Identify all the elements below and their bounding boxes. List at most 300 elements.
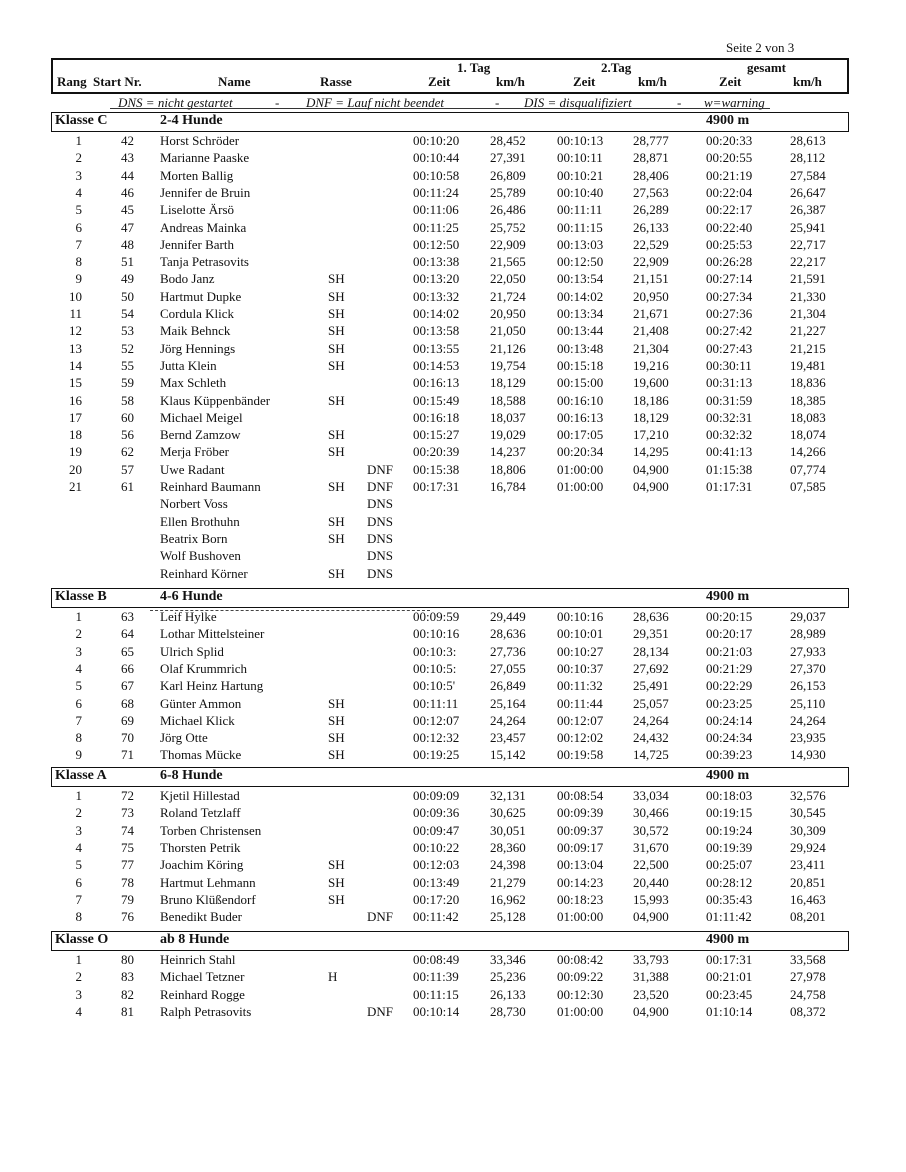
name-cell: Michael Meigel	[160, 409, 243, 425]
rang-cell: 3	[75, 986, 82, 1002]
day2-time-cell: 00:16:13	[557, 409, 604, 425]
legend-dnf: DNF = Lauf nicht beendet	[306, 95, 445, 110]
day1-speed-cell: 24,398	[490, 857, 526, 873]
rang-cell: 6	[75, 874, 82, 890]
total-speed-cell: 32,576	[790, 788, 826, 803]
total-time-cell: 00:26:28	[706, 254, 753, 270]
rang-cell: 1	[75, 952, 82, 967]
name-cell: Michael Tetzner	[160, 969, 245, 985]
name-cell: Jörg Otte	[160, 730, 208, 746]
zeit2-header: Zeit	[573, 74, 596, 89]
total-time-cell: 00:20:15	[706, 609, 753, 624]
day2-time-cell: 01:00:00	[557, 909, 604, 925]
day2-speed-cell: 33,793	[633, 952, 669, 967]
day1-time-cell: 00:16:13	[413, 375, 460, 391]
total-speed-cell: 33,568	[790, 952, 826, 967]
total-time-cell: 00:24:34	[706, 730, 753, 746]
total-time-cell: 01:15:38	[706, 461, 753, 477]
rasse-cell: SH	[328, 444, 345, 460]
day1-speed-cell: 18,037	[490, 409, 526, 425]
rasse-cell: SH	[328, 271, 345, 287]
rasse-cell: SH	[328, 427, 345, 443]
total-speed-cell: 30,309	[790, 822, 826, 838]
day1-speed-cell: 28,360	[490, 839, 526, 855]
table-row	[0, 462, 906, 479]
total-header: gesamt	[747, 60, 786, 75]
day1-time-cell: 00:12:07	[413, 712, 460, 728]
name-cell: Uwe Radant	[160, 461, 225, 477]
rang-header: Rang	[57, 74, 87, 89]
rang-cell: 17	[69, 409, 82, 425]
rang-cell: 13	[69, 340, 82, 356]
day1-time-cell: 00:11:25	[413, 219, 459, 235]
name-cell: Cordula Klick	[160, 306, 235, 321]
start-header: Start Nr.	[93, 74, 142, 89]
day2-speed-cell: 20,950	[633, 288, 669, 304]
total-time-cell: 00:19:39	[706, 839, 753, 855]
table-row	[0, 271, 906, 288]
day1-time-cell: 00:10:14	[413, 1003, 460, 1019]
start-number-cell: 78	[121, 874, 134, 890]
day2-time-cell: 00:10:16	[557, 609, 604, 624]
day2-speed-cell: 27,692	[633, 660, 669, 676]
table-row	[0, 375, 906, 392]
day1-time-cell: 00:13:20	[413, 271, 460, 287]
start-number-cell: 83	[121, 969, 134, 985]
day2-speed-cell: 28,636	[633, 609, 669, 624]
table-row	[0, 609, 906, 626]
day2-time-cell: 00:20:34	[557, 444, 604, 460]
legend-sep3: -	[677, 95, 682, 110]
total-speed-cell: 08,201	[790, 909, 826, 925]
day1-time-cell: 00:13:32	[413, 288, 460, 304]
name-cell: Kjetil Hillestad	[160, 788, 240, 803]
day1-speed-cell: 18,806	[490, 461, 526, 477]
table-row	[0, 987, 906, 1004]
start-number-cell: 74	[121, 822, 134, 838]
total-speed-cell: 26,387	[790, 202, 826, 218]
day2-speed-cell: 27,563	[633, 184, 669, 200]
rasse-cell: SH	[328, 288, 345, 304]
day1-speed-cell: 29,449	[490, 609, 526, 624]
day1-speed-cell: 16,784	[490, 479, 526, 494]
rang-cell: 21	[69, 479, 82, 494]
day2-speed-cell: 14,295	[633, 444, 669, 460]
day2-time-cell: 00:11:15	[557, 219, 603, 235]
rang-cell: 3	[75, 167, 82, 183]
day2-speed-cell: 24,264	[633, 712, 669, 728]
total-time-cell: 00:27:42	[706, 323, 753, 339]
rang-cell: 8	[75, 909, 82, 925]
total-time-cell: 01:17:31	[706, 479, 753, 494]
day1-time-cell: 00:10:5:	[413, 660, 457, 676]
day2-speed-cell: 28,777	[633, 133, 669, 148]
name-cell: Roland Tetzlaff	[160, 805, 241, 821]
name-cell: Liselotte Ärsö	[160, 202, 235, 218]
total-time-cell: 00:18:03	[706, 788, 753, 803]
start-number-cell: 51	[121, 254, 134, 270]
day2-speed-cell: 18,186	[633, 392, 669, 408]
total-speed-cell: 14,266	[790, 444, 826, 460]
day2-time-cell: 00:10:40	[557, 184, 604, 200]
legend-dis: DIS = disqualifiziert	[524, 95, 632, 110]
start-number-cell: 61	[121, 479, 134, 494]
day1-speed-cell: 25,789	[490, 184, 526, 200]
day1-time-cell: 00:11:42	[413, 909, 459, 925]
day2-time-cell: 00:09:37	[557, 822, 604, 838]
start-number-cell: 67	[121, 678, 134, 694]
day2-time-cell: 00:12:02	[557, 730, 604, 746]
start-number-cell: 48	[121, 236, 134, 252]
table-row	[0, 788, 906, 805]
zeit1-header: Zeit	[428, 74, 451, 89]
day1-speed-cell: 25,236	[490, 969, 526, 985]
total-speed-cell: 16,463	[790, 891, 826, 907]
day1-speed-cell: 26,849	[490, 678, 526, 694]
day1-time-cell: 00:12:50	[413, 236, 460, 252]
total-time-cell: 00:23:25	[706, 695, 753, 711]
name-cell: Thorsten Petrik	[160, 839, 241, 855]
day1-speed-cell: 27,055	[490, 660, 526, 676]
total-time-cell: 00:17:31	[706, 952, 753, 967]
day2-speed-cell: 30,572	[633, 822, 669, 838]
class-dogs: 6-8 Hunde	[160, 768, 223, 783]
total-time-cell: 00:41:13	[706, 444, 753, 460]
rang-cell: 2	[75, 626, 82, 642]
class-distance: 4900 m	[706, 589, 750, 604]
day2-time-cell: 00:10:27	[557, 643, 604, 659]
day1-time-cell: 00:09:59	[413, 609, 460, 624]
day2-speed-cell: 21,671	[633, 306, 669, 321]
total-speed-cell: 22,217	[790, 254, 826, 270]
rasse-cell: SH	[328, 857, 345, 873]
table-row	[0, 237, 906, 254]
table-row	[0, 514, 906, 531]
legend-rule	[110, 108, 770, 109]
day1-speed-cell: 21,050	[490, 323, 526, 339]
name-cell: Max Schleth	[160, 375, 227, 391]
start-number-cell: 55	[121, 357, 134, 373]
rasse-cell: SH	[328, 695, 345, 711]
total-speed-cell: 21,591	[790, 271, 826, 287]
day2-speed-cell: 28,134	[633, 643, 669, 659]
table-row	[0, 952, 906, 969]
name-cell: Jennifer Barth	[160, 236, 235, 252]
day2-time-cell: 00:09:22	[557, 969, 604, 985]
name-cell: Maik Behnck	[160, 323, 231, 339]
name-cell: Jutta Klein	[160, 357, 217, 373]
rang-cell: 19	[69, 444, 82, 460]
day1-speed-cell: 22,909	[490, 236, 526, 252]
day2-speed-cell: 18,129	[633, 409, 669, 425]
day1-time-cell: 00:15:49	[413, 392, 460, 408]
day1-time-cell: 00:14:02	[413, 306, 460, 321]
name-cell: Reinhard Körner	[160, 565, 248, 581]
total-speed-cell: 21,330	[790, 288, 826, 304]
day2-speed-cell: 30,466	[633, 805, 669, 821]
start-number-cell: 54	[121, 306, 134, 321]
table-row	[0, 730, 906, 747]
total-time-cell: 00:20:17	[706, 626, 753, 642]
name-cell: Morten Ballig	[160, 167, 234, 183]
total-time-cell: 00:21:19	[706, 167, 753, 183]
class-distance: 4900 m	[706, 768, 750, 783]
class-dogs: 2-4 Hunde	[160, 113, 223, 128]
day2-time-cell: 00:08:42	[557, 952, 604, 967]
name-cell: Leif Hylke	[160, 609, 217, 624]
rang-cell: 5	[75, 202, 82, 218]
day2-time-cell: 01:00:00	[557, 461, 604, 477]
day1-time-cell: 00:09:36	[413, 805, 460, 821]
total-time-cell: 01:11:42	[706, 909, 752, 925]
day1-time-cell: 00:10:22	[413, 839, 460, 855]
rang-cell: 3	[75, 643, 82, 659]
day2-time-cell: 00:13:44	[557, 323, 604, 339]
table-row	[0, 909, 906, 926]
total-speed-cell: 26,647	[790, 184, 826, 200]
day1-speed-cell: 25,164	[490, 695, 526, 711]
name-cell: Hartmut Lehmann	[160, 874, 256, 890]
day2-time-cell: 01:00:00	[557, 1003, 604, 1019]
rang-cell: 4	[75, 1003, 82, 1019]
day1-speed-cell: 25,128	[490, 909, 526, 925]
table-row	[0, 713, 906, 730]
table-row	[0, 840, 906, 857]
day1-time-cell: 00:11:39	[413, 969, 459, 985]
class-dogs: 4-6 Hunde	[160, 589, 223, 604]
total-speed-cell: 28,112	[790, 150, 826, 166]
name-cell: Marianne Paaske	[160, 150, 250, 166]
total-speed-cell: 19,481	[790, 357, 826, 373]
day1-speed-cell: 24,264	[490, 712, 526, 728]
day1-time-cell: 00:10:5'	[413, 678, 456, 694]
day1-time-cell: 00:09:09	[413, 788, 460, 803]
start-number-cell: 63	[121, 609, 134, 624]
start-number-cell: 57	[121, 461, 134, 477]
day1-time-cell: 00:19:25	[413, 747, 460, 763]
day1-time-cell: 00:14:53	[413, 357, 460, 373]
start-number-cell: 64	[121, 626, 134, 642]
table-row	[0, 566, 906, 583]
total-speed-cell: 18,836	[790, 375, 826, 391]
table-row	[0, 805, 906, 822]
day1-speed-cell: 21,126	[490, 340, 526, 356]
day2-speed-cell: 22,529	[633, 236, 669, 252]
status-cell: DNF	[367, 461, 394, 477]
day2-speed-cell: 19,600	[633, 375, 669, 391]
start-number-cell: 50	[121, 288, 134, 304]
total-speed-cell: 14,930	[790, 747, 826, 763]
total-speed-cell: 22,717	[790, 236, 826, 252]
day2-time-cell: 00:13:54	[557, 271, 604, 287]
total-speed-cell: 24,758	[790, 986, 826, 1002]
table-row	[0, 289, 906, 306]
day2-speed-cell: 24,432	[633, 730, 669, 746]
table-row	[0, 427, 906, 444]
total-speed-cell: 23,935	[790, 730, 826, 746]
table-row	[0, 678, 906, 695]
total-time-cell: 00:20:55	[706, 150, 753, 166]
status-cell: DNS	[367, 565, 394, 581]
day2-speed-cell: 21,408	[633, 323, 669, 339]
kmh3-header: km/h	[793, 74, 822, 89]
total-time-cell: 00:21:03	[706, 643, 753, 659]
day1-speed-cell: 19,029	[490, 427, 526, 443]
day2-time-cell: 00:16:10	[557, 392, 604, 408]
total-speed-cell: 27,978	[790, 969, 826, 985]
rang-cell: 11	[69, 306, 82, 321]
rasse-cell: SH	[328, 874, 345, 890]
day2-time-cell: 00:13:48	[557, 340, 604, 356]
day1-time-cell: 00:10:44	[413, 150, 460, 166]
rang-cell: 2	[75, 969, 82, 985]
day2-time-cell: 00:12:50	[557, 254, 604, 270]
table-row	[0, 626, 906, 643]
day2-time-cell: 00:10:21	[557, 167, 604, 183]
total-speed-cell: 07,585	[790, 479, 826, 494]
total-time-cell: 00:22:29	[706, 678, 753, 694]
start-number-cell: 77	[121, 857, 134, 873]
rasse-cell: SH	[328, 323, 345, 339]
rang-cell: 3	[75, 822, 82, 838]
rasse-cell: SH	[328, 712, 345, 728]
legend-sep2: -	[495, 95, 500, 110]
table-row	[0, 444, 906, 461]
class-name: Klasse C	[55, 113, 108, 128]
rang-cell: 6	[75, 695, 82, 711]
class-name: Klasse B	[55, 589, 107, 604]
table-row	[0, 875, 906, 892]
table-row	[0, 531, 906, 548]
day2-time-cell: 00:13:03	[557, 236, 604, 252]
day1-speed-cell: 32,131	[490, 788, 526, 803]
kmh2-header: km/h	[638, 74, 667, 89]
day2-speed-cell: 21,151	[633, 271, 669, 287]
total-speed-cell: 29,924	[790, 839, 826, 855]
legend-warning: w=warning	[704, 95, 765, 110]
day1-speed-cell: 30,051	[490, 822, 526, 838]
rang-cell: 9	[75, 747, 82, 763]
day2-time-cell: 00:12:07	[557, 712, 604, 728]
day1-time-cell: 00:17:31	[413, 479, 460, 494]
class-name: Klasse A	[55, 768, 107, 783]
day1-speed-cell: 19,754	[490, 357, 526, 373]
day2-speed-cell: 20,440	[633, 874, 669, 890]
rang-cell: 2	[75, 805, 82, 821]
day2-time-cell: 00:11:32	[557, 678, 603, 694]
start-number-cell: 56	[121, 427, 134, 443]
start-number-cell: 72	[121, 788, 134, 803]
table-row	[0, 341, 906, 358]
start-number-cell: 60	[121, 409, 134, 425]
rang-cell: 1	[75, 133, 82, 148]
total-speed-cell: 27,584	[790, 167, 826, 183]
total-time-cell: 00:24:14	[706, 712, 753, 728]
start-number-cell: 62	[121, 444, 134, 460]
total-time-cell: 00:32:32	[706, 427, 753, 443]
name-cell: Wolf Bushoven	[160, 548, 241, 564]
name-cell: Ralph Petrasovits	[160, 1003, 252, 1019]
day2-speed-cell: 28,406	[633, 167, 669, 183]
day2-speed-cell: 28,871	[633, 150, 669, 166]
table-row	[0, 969, 906, 986]
rang-cell: 1	[75, 788, 82, 803]
status-cell: DNS	[367, 530, 394, 546]
total-time-cell: 00:21:01	[706, 969, 753, 985]
status-cell: DNS	[367, 548, 394, 564]
table-row	[0, 823, 906, 840]
total-time-cell: 00:19:15	[706, 805, 753, 821]
day2-time-cell: 00:11:11	[557, 202, 603, 218]
total-time-cell: 00:27:43	[706, 340, 753, 356]
day1-speed-cell: 18,129	[490, 375, 526, 391]
day1-time-cell: 00:11:11	[413, 695, 459, 711]
rang-cell: 8	[75, 730, 82, 746]
day2-time-cell: 00:15:18	[557, 357, 604, 373]
day2-header: 2.Tag	[601, 60, 632, 75]
day2-speed-cell: 21,304	[633, 340, 669, 356]
total-time-cell: 00:35:43	[706, 891, 753, 907]
start-number-cell: 75	[121, 839, 134, 855]
day2-speed-cell: 04,900	[633, 909, 669, 925]
rang-cell: 14	[69, 357, 82, 373]
rang-cell: 12	[69, 323, 82, 339]
rang-cell: 7	[75, 712, 82, 728]
class-distance: 4900 m	[706, 932, 750, 947]
day1-time-cell: 00:10:20	[413, 133, 460, 148]
name-cell: Günter Ammon	[160, 695, 242, 711]
total-time-cell: 00:28:12	[706, 874, 753, 890]
day1-time-cell: 00:13:55	[413, 340, 460, 356]
zeit3-header: Zeit	[719, 74, 742, 89]
total-speed-cell: 24,264	[790, 712, 826, 728]
day1-time-cell: 00:12:32	[413, 730, 460, 746]
total-speed-cell: 21,227	[790, 323, 826, 339]
day2-time-cell: 00:09:17	[557, 839, 604, 855]
total-speed-cell: 27,933	[790, 643, 826, 659]
day1-time-cell: 00:10:58	[413, 167, 460, 183]
status-cell: DNF	[367, 1003, 394, 1019]
start-number-cell: 73	[121, 805, 134, 821]
rang-cell: 10	[69, 288, 82, 304]
day2-time-cell: 00:10:13	[557, 133, 604, 148]
total-time-cell: 01:10:14	[706, 1003, 753, 1019]
rasse-cell: SH	[328, 340, 345, 356]
day1-speed-cell: 26,486	[490, 202, 526, 218]
day1-time-cell: 00:17:20	[413, 891, 460, 907]
rang-cell: 18	[69, 427, 82, 443]
total-time-cell: 00:31:13	[706, 375, 753, 391]
day1-speed-cell: 25,752	[490, 219, 526, 235]
total-time-cell: 00:25:07	[706, 857, 753, 873]
table-row	[0, 696, 906, 713]
name-cell: Heinrich Stahl	[160, 952, 236, 967]
day2-speed-cell: 31,670	[633, 839, 669, 855]
start-number-cell: 80	[121, 952, 134, 967]
name-cell: Olaf Krummrich	[160, 660, 248, 676]
start-number-cell: 52	[121, 340, 134, 356]
day1-speed-cell: 23,457	[490, 730, 526, 746]
table-row	[0, 496, 906, 513]
start-number-cell: 71	[121, 747, 134, 763]
total-speed-cell: 26,153	[790, 678, 826, 694]
day2-speed-cell: 15,993	[633, 891, 669, 907]
name-cell: Merja Fröber	[160, 444, 229, 460]
total-time-cell: 00:23:45	[706, 986, 753, 1002]
day1-time-cell: 00:20:39	[413, 444, 460, 460]
total-speed-cell: 08,372	[790, 1003, 826, 1019]
name-cell: Reinhard Baumann	[160, 479, 261, 494]
